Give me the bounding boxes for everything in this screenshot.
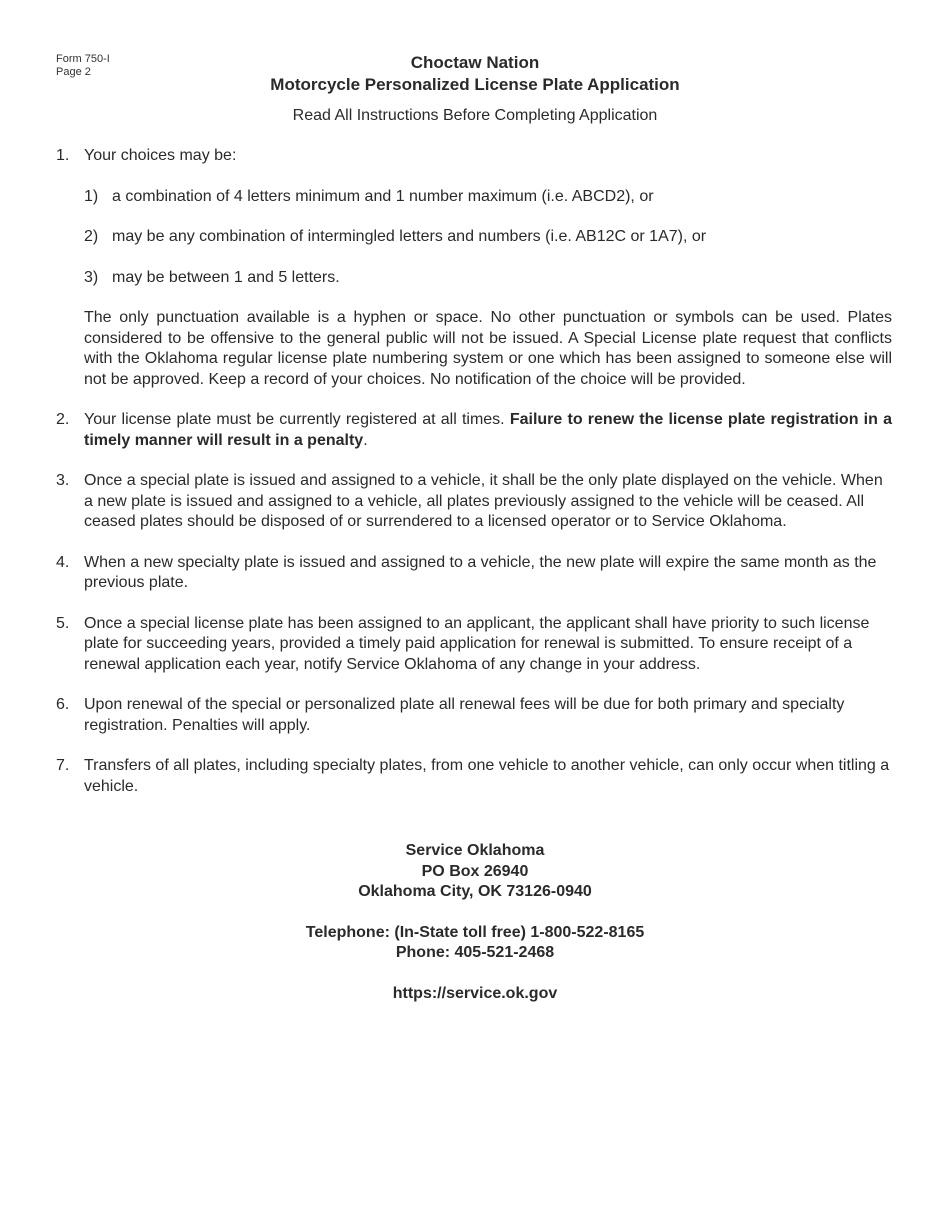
choice-option-3 — [84, 268, 892, 289]
instruction-item-7 — [56, 756, 892, 797]
choice-option-1 — [84, 187, 892, 208]
item-text-tail: . — [363, 431, 368, 449]
organization-title: Choctaw Nation — [410, 53, 540, 72]
penalty-warning: Failure to renew the license plate registration in a timely manner will result in a penalty — [84, 411, 892, 449]
choice-option-2 — [84, 227, 892, 248]
item-number: 2. — [56, 411, 70, 428]
document-header — [0, 52, 950, 126]
choice-text: may be any combination of intermingled letters and numbers (i.e. AB12C or 1A7), or — [112, 228, 707, 245]
instructions-subtitle: Read All Instructions Before Completing Application — [292, 107, 658, 124]
choice-number: 3) — [84, 268, 99, 286]
item-number: 7. — [56, 757, 70, 774]
form-number: Form 750-I — [56, 53, 110, 65]
choice-number: 2) — [84, 228, 99, 245]
item-text: Once a special plate is issued and assigned to a vehicle, it shall be the only plate displayed on the vehicle. When a new plate is issued and assigned to a vehicle, all plates previously assigned to the vehicle will be ceased. All ceased plates should be disposed of or surrendered to a licensed operator or to Service Oklahoma. — [84, 472, 883, 530]
instruction-item-4 — [56, 553, 892, 594]
form-title: Motorcycle Personalized License Plate Application — [270, 75, 680, 94]
item-text: Upon renewal of the special or personalized plate all renewal fees will be due for both primary and specialty registration. Penalties will apply. — [84, 696, 845, 734]
contact-name: Service Oklahoma — [405, 842, 545, 859]
contact-website: https://service.ok.gov — [392, 984, 558, 1002]
item-text: Your choices may be: — [84, 147, 237, 164]
item-number: 3. — [56, 472, 70, 489]
choice-sublist — [84, 187, 892, 289]
choice-number: 1) — [84, 187, 99, 205]
contact-block — [0, 841, 950, 1004]
item-number: 4. — [56, 553, 70, 571]
item-number: 6. — [56, 696, 70, 713]
instruction-item-1 — [56, 146, 892, 390]
punctuation-note: The only punctuation available is a hyphen or space. No other punctuation or symbols can be used. Plates considered to be offensive to the general public will not be issued. A Special License plate request that conflicts with the Oklahoma regular license plate numbering system or one which has been assigned to someone else will not be approved. Keep a record of your choices. No notification of the choice will be provided. — [84, 309, 892, 388]
contact-city: Oklahoma City, OK 73126-0940 — [358, 883, 592, 900]
contact-po-box: PO Box 26940 — [421, 862, 529, 880]
contact-telephone: Telephone: (In-State toll free) 1-800-522-8165 — [305, 923, 645, 941]
instructions-list — [56, 146, 892, 817]
item-number: 1. — [56, 147, 70, 164]
instruction-item-6 — [56, 695, 892, 736]
item-text: Once a special license plate has been assigned to an applicant, the applicant shall have priority to such license plate for succeeding years, provided a timely paid application for renewal is submitted. To ensure receipt of a renewal application each year, notify Service Oklahoma of any change in your address. — [84, 614, 870, 673]
instruction-item-3 — [56, 471, 892, 533]
page-number: Page 2 — [56, 66, 91, 78]
item-text: Transfers of all plates, including specialty plates, from one vehicle to another vehicle, can only occur when titling a vehicle. — [84, 757, 890, 795]
choice-text: may be between 1 and 5 letters. — [112, 268, 340, 286]
instruction-item-2 — [56, 410, 892, 451]
item-number: 5. — [56, 614, 70, 632]
item-text: Your license plate must be currently registered at all times. — [84, 411, 510, 428]
item-text: When a new specialty plate is issued and assigned to a vehicle, the new plate will expire the same month as the previous plate. — [84, 553, 877, 591]
instruction-item-5 — [56, 614, 892, 676]
contact-phone: Phone: 405-521-2468 — [395, 944, 555, 961]
choice-text: a combination of 4 letters minimum and 1 number maximum (i.e. ABCD2), or — [112, 187, 654, 205]
